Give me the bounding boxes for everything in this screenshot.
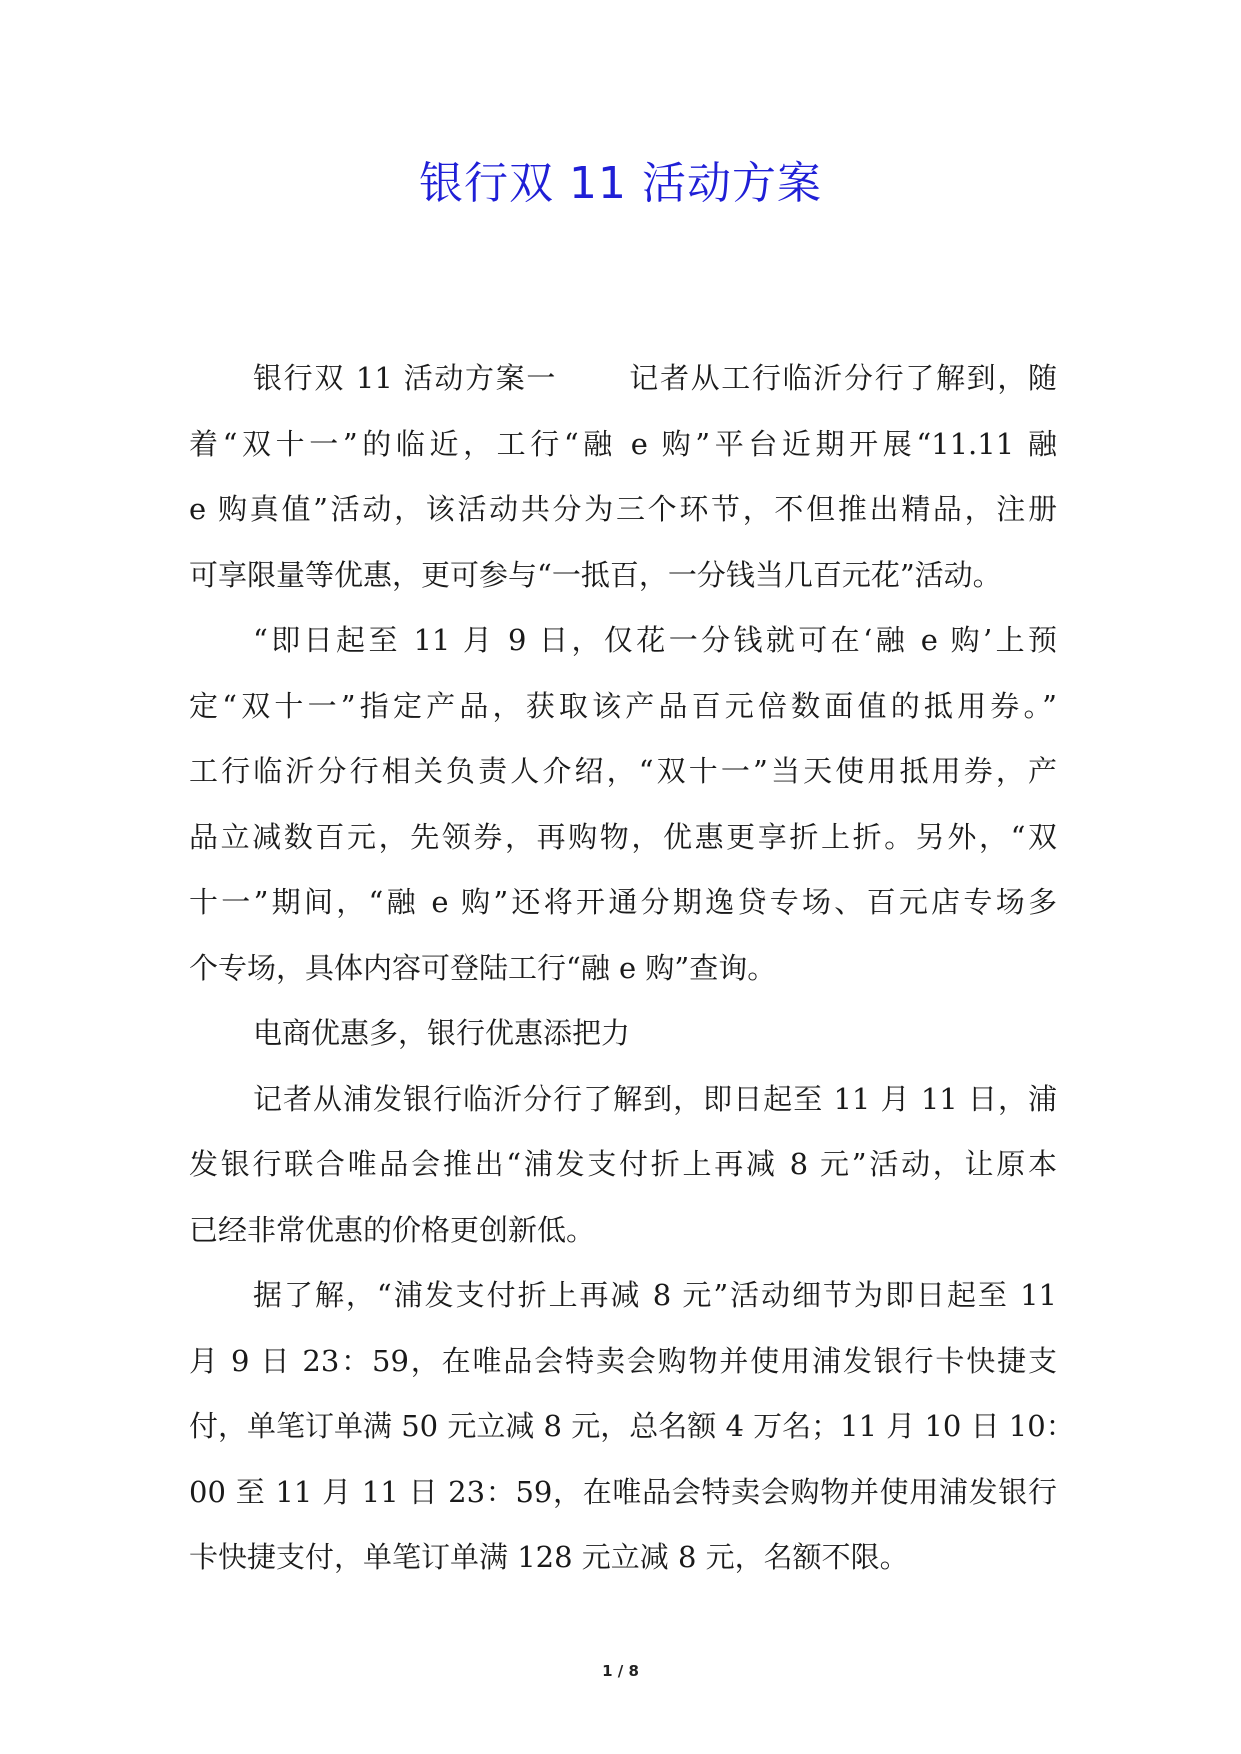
paragraph-1 <box>189 346 1057 608</box>
document-body <box>189 346 1075 1591</box>
paragraph-2 <box>189 608 1057 1001</box>
text-line: e 购真值”活动，该活动共分为三个环节，不但推出精品，注册 <box>189 492 1057 526</box>
text-line: 着“双十一”的临近，工行“融 e 购”平台近期开展“11.11 融 <box>189 426 1057 461</box>
text-line: 品立减数百元，先领券，再购物，优惠更享折上折。另外，“双 <box>189 819 1057 854</box>
text-line: 可享限量等优惠，更可参与“一抵百，一分钱当几百元花”活动。 <box>189 557 1002 592</box>
text-line: 发银行联合唯品会推出“浦发支付折上再减 8 元”活动，让原本 <box>189 1147 1057 1181</box>
text-line: 已经非常优惠的价格更创新低。 <box>189 1212 596 1247</box>
text-line: 记者从浦发银行临沂分行了解到，即日起至 11 月 11 日，浦 <box>253 1081 1057 1116</box>
text-line: 个专场，具体内容可登陆工行“融 e 购”查询。 <box>189 950 777 985</box>
text-line: 00 至 11 月 11 日 23：59，在唯品会特卖会购物并使用浦发银行 <box>189 1474 1057 1509</box>
paragraph-5 <box>189 1263 1075 1591</box>
text-line: 十一”期间，“融 e 购”还将开通分期逸贷专场、百元店专场多 <box>189 885 1057 919</box>
text-line: 电商优惠多，银行优惠添把力 <box>253 1016 631 1050</box>
paragraph-4 <box>189 1067 1057 1264</box>
paragraph-3-subheading <box>189 1001 1057 1067</box>
text-line: 定“双十一”指定产品，获取该产品百元倍数面值的抵用券。” <box>189 688 1057 723</box>
text-line: “即日起至 11 月 9 日，仅花一分钱就可在‘融 e 购’上预 <box>253 623 1057 657</box>
page-number: 1 / 8 <box>602 1662 639 1680</box>
text-line: 付，单笔订单满 50 元立减 8 元，总名额 4 万名；11 月 10 日 10： <box>189 1409 1075 1443</box>
text-line: 月 9 日 23：59，在唯品会特卖会购物并使用浦发银行卡快捷支 <box>189 1343 1057 1378</box>
text-line: 工行临沂分行相关负责人介绍，“双十一”当天使用抵用券，产 <box>189 754 1057 788</box>
text-line: 银行双 11 活动方案一 记者从工行临沂分行了解到，随 <box>253 361 1057 395</box>
text-line: 卡快捷支付，单笔订单满 128 元立减 8 元，名额不限。 <box>189 1540 909 1574</box>
text-line: 据了解，“浦发支付折上再减 8 元”活动细节为即日起至 11 <box>253 1278 1057 1312</box>
document-title: 银行双 11 活动方案 <box>419 158 822 209</box>
